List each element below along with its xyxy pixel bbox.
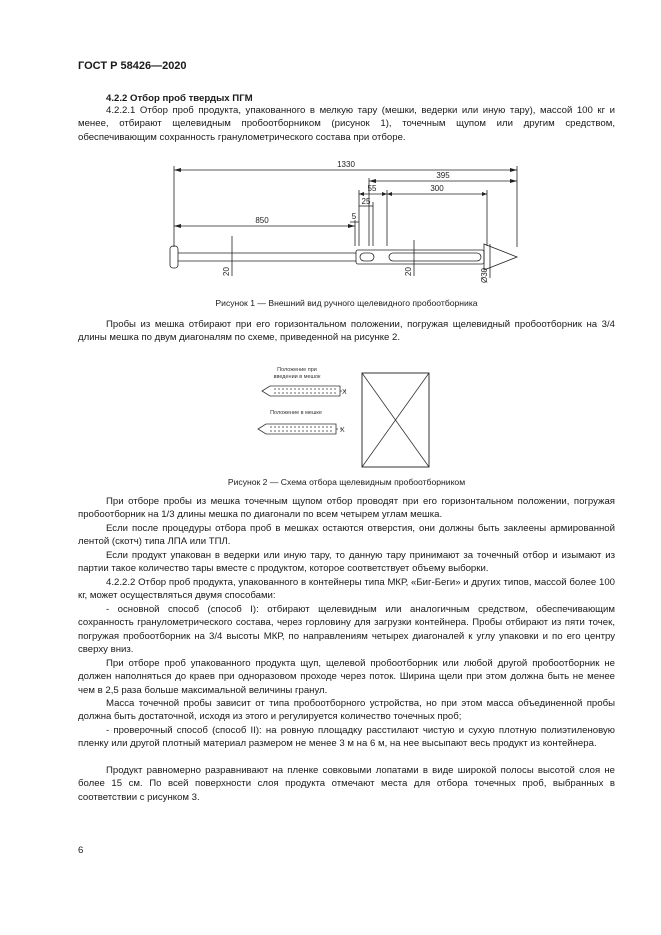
- paragraph-method-2: - проверочный способ (способ II): на ровную площадку расстилают чистую и сухую плотную полиэтиленовую пленку или другой плотный материал размером не менее 3 м на 6 м, на нее высыпают весь продукт из контейнера.: [78, 725, 615, 750]
- paragraph-leveling: Продукт равномерно разравнивают на пленке совковыми лопатами в виде широкой полосы высотой слоя не более 15 см. По всей поверхности слоя продукта отмечают места для отбора точечных проб, выбранных в соответствии с рисунком 3.: [78, 765, 615, 803]
- paragraph-4-2-2-1: 4.2.2.1 Отбор проб продукта, упакованного в мелкую тару (мешки, ведерки или иную тару), массой 100 кг и менее, отбирают щелевидным пробоотборником (рисунок 1), точечным щупом или другим средством, обеспечивающим сохранность гранулометрического состава при отборе.: [78, 105, 615, 143]
- paragraph-buckets: Если продукт упакован в ведерки или иную тару, то данную тару принимают за точечный отбор и изымают из партии такое количество тары вместе с продуктом, которое соответствует объему выборки.: [78, 550, 615, 575]
- dim-label-dia20b: 20: [404, 267, 413, 276]
- figure-1-sampler-drawing: [0, 0, 661, 300]
- sampler-handle: [170, 246, 178, 268]
- dim-label-850: 850: [255, 216, 269, 225]
- dim-label-total: 1330: [337, 160, 355, 169]
- paragraph-method-1: - основной способ (способ I): отбирают щелевидным или аналогичным средством, обеспечивающим сохранность гранулометрического состава, через горловину для загрузки контейнера. Пробы отбирают из пяти точек, погружая пробоотборник на 3/4 высоты МКР, по направлениям четырех диагоналей к углу упаковки и по его центру сверху вниз.: [78, 604, 615, 656]
- label-insertion-2: введении в мешок: [273, 374, 321, 380]
- mark-x-1: X: [342, 389, 347, 396]
- page-number: 6: [78, 845, 84, 856]
- figure-2-sampling-scheme: [0, 355, 661, 475]
- dim-label-395: 395: [436, 171, 450, 180]
- label-in-bag: Положение в мешке: [270, 410, 322, 416]
- paragraph-mass: Масса точечной пробы зависит от типа пробоотборного устройства, но при этом масса объединенной пробы должна быть достаточной, исходя из этого и регулируется количество точечных проб;: [78, 698, 615, 723]
- section-heading: 4.2.2 Отбор проб твердых ПГМ: [106, 93, 253, 104]
- slot-long: [389, 253, 481, 261]
- sampler-tube: [356, 250, 484, 264]
- dim-label-dia20a: 20: [222, 267, 231, 276]
- probe-insertion-shape: [262, 386, 340, 396]
- label-insertion-1: Положение при: [277, 367, 317, 373]
- dim-label-25: 25: [361, 197, 371, 206]
- dim-label-5: 5: [351, 212, 357, 221]
- paragraph-slot-width: При отборе проб упакованного продукта щуп, щелевой пробоотборник или любой другой пробоотборник не должен наполняться до краев при одноразовом проходе через поток. Ширина щели при этом должна быть не менее чем в 2,5 раза больше максимальной величины гранул.: [78, 658, 615, 696]
- slot-short: [360, 253, 374, 261]
- dim-label-300: 300: [430, 184, 444, 193]
- paragraph-4-2-2-2: 4.2.2.2 Отбор проб продукта, упакованного в контейнеры типа МКР, «Биг-Беги» и других типов, массой более 100 кг, может осуществляться двумя способами:: [78, 577, 615, 602]
- document-code: ГОСТ Р 58426—2020: [78, 60, 187, 72]
- paragraph-bag-sampling: Пробы из мешка отбирают при его горизонтальном положении, погружая щелевидный пробоотборник на 3/4 длины мешка по двум диагоналям по схеме, приведенной на рисунке 2.: [78, 319, 615, 344]
- figure-1-caption: Рисунок 1 — Внешний вид ручного щелевидного пробоотборника: [215, 298, 478, 308]
- dim-label-55: 55: [367, 184, 377, 193]
- figure-2-caption: Рисунок 2 — Схема отбора щелевидным пробоотборником: [227, 477, 466, 487]
- sampler-tip: [484, 244, 517, 270]
- paragraph-holes: Если после процедуры отбора проб в мешках остаются отверстия, они должны быть заклеены армированной лентой (скотч) типа ЛПА или ТПЛ.: [78, 523, 615, 548]
- paragraph-point-probe: При отборе пробы из мешка точечным щупом отбор проводят при его горизонтальном положении, погружая пробоотборник на 1/3 длины мешка по диагонали по всем четырем углам мешка.: [78, 496, 615, 521]
- dim-label-dia30: Ø30: [480, 267, 489, 283]
- probe-in-bag-shape: [258, 424, 336, 434]
- mark-x-2: X: [340, 427, 345, 434]
